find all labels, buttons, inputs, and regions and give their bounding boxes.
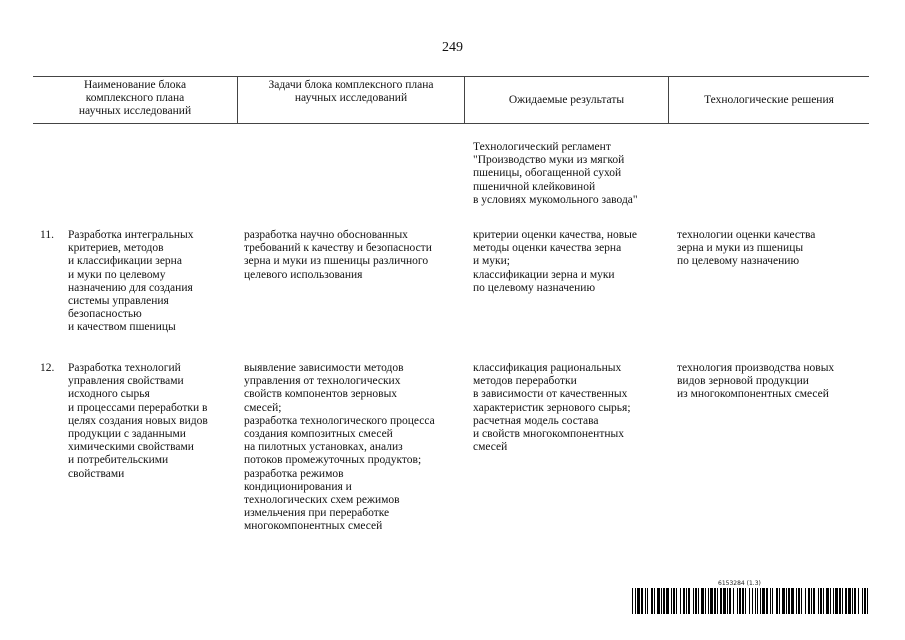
barcode-label: 6153284 (1.3) [718,580,761,587]
barcode-bar [705,588,706,614]
barcode-bar [635,588,636,614]
barcode-bar [801,588,802,614]
barcode-bar [858,588,859,614]
header-tech-solutions: Технологические решения [704,93,834,106]
barcode-bar [842,588,843,614]
header-block-tasks: Задачи блока комплексного плана научных исследований [268,79,434,104]
barcode-bar [727,588,728,614]
barcode-bar [737,588,738,614]
barcode-bar [845,588,847,614]
barcode-bar [862,588,863,614]
barcode-bar [770,588,771,614]
page-number: 249 [442,40,463,55]
barcode-bar [651,588,653,614]
barcode-bar [671,588,672,614]
barcode-bar [766,588,768,614]
barcode-bar [637,588,640,614]
barcode-bar [757,588,758,614]
barcode-bar [729,588,731,614]
barcode-bar [657,588,660,614]
barcode-bar [752,588,753,614]
barcode-bar [654,588,655,614]
barcode-bar [786,588,787,614]
barcode-bar [755,588,756,614]
barcode-bar [701,588,704,614]
barcode-bar [848,588,851,614]
barcode-bar [745,588,746,614]
barcode-bar [805,588,806,614]
barcode-bar [833,588,834,614]
barcode-bar [723,588,726,614]
barcode-bar [867,588,868,614]
barcode-bar [854,588,856,614]
barcode-bar [776,588,778,614]
barcode-bar [864,588,866,614]
barcode-bar [835,588,838,614]
barcode-bar [813,588,815,614]
row-block-name: Разработка технологий управления свойствами исходного сырья и процессами переработки в целях создания новых видов продукции с заданными химическими свойствами и потребительскими свойствами [68,362,208,480]
barcode-bar [698,588,699,614]
barcode-bar [641,588,643,614]
barcode-bar [808,588,810,614]
barcode-bar [647,588,648,614]
barcode-bar [661,588,662,614]
barcode-bar [720,588,722,614]
barcode-bar [733,588,734,614]
table-header [33,76,869,124]
barcode-image [632,588,868,614]
row-number: 11. [40,229,54,241]
barcode-bar [717,588,718,614]
barcode-bar [742,588,744,614]
barcode-bar [739,588,741,614]
header-expected-results: Ожидаемые результаты [508,93,625,106]
row-number: 12. [40,362,55,374]
barcode-bar [839,588,841,614]
barcode-bar [811,588,812,614]
barcode-bar [632,588,633,614]
barcode-bar [772,588,773,614]
barcode-bar [686,588,687,614]
barcode-bar [645,588,646,614]
barcode-bar [762,588,765,614]
barcode-bar [788,588,790,614]
row-results: критерии оценки качества, новые методы оценки качества зерна и муки; классификации зерна и муки по целевому назначению [473,229,637,294]
barcode-bar [708,588,709,614]
carryover-result: Технологический регламент "Производство муки из мягкой пшеницы, обогащенной сухой пшеничной клейковиной в условиях мукомольного завода" [473,141,638,206]
row-results: классификация рациональных методов переработки в зависимости от качественных характеристик зернового сырья; расчетная модель состава и свойств многокомпонентных смесей [473,362,631,454]
barcode-bar [673,588,675,614]
barcode-bar [826,588,829,614]
row-block-name: Разработка интегральных критериев, методов и классификации зерна и муки по целевому назначению для создания системы управления безопасностью и качеством пшеницы [68,229,194,334]
barcode-bar [818,588,819,614]
barcode-bar [796,588,797,614]
barcode-bar [666,588,669,614]
row-tasks: выявление зависимости методов управления от технологических свойств компонентов зерновых смесей; разработка технологического процесса создания композитных смесей на пилотных установках, анализ потоков промежуточных продуктов; разработка режимов кондиционирования и технологических схем режимов измельчения при переработке многокомпонентных смесей [244,362,435,533]
barcode-bar [693,588,694,614]
barcode-bar [830,588,831,614]
barcode-bar [779,588,780,614]
barcode-bar [820,588,822,614]
barcode-bar [749,588,750,614]
row-tasks: разработка научно обоснованных требований к качеству и безопасности зерна и муки из пшеницы различного целевого использования [244,229,432,281]
barcode-bar [688,588,690,614]
barcode-bar [760,588,761,614]
barcode-bar [683,588,685,614]
barcode-bar [823,588,824,614]
barcode-bar [676,588,677,614]
header-block-name: Наименование блока комплексного плана научных исследований [78,79,192,117]
barcode-bar [852,588,853,614]
barcode-bar [714,588,716,614]
barcode-bar [798,588,800,614]
barcode-bar [710,588,713,614]
row-solutions: технология производства новых видов зерновой продукции из многокомпонентных смесей [677,362,835,401]
barcode-bar [663,588,665,614]
barcode-bar [782,588,785,614]
barcode-bar [680,588,681,614]
barcode-bar [695,588,697,614]
barcode-bar [791,588,794,614]
row-solutions: технологии оценки качества зерна и муки из пшеницы по целевому назначению [677,229,816,268]
